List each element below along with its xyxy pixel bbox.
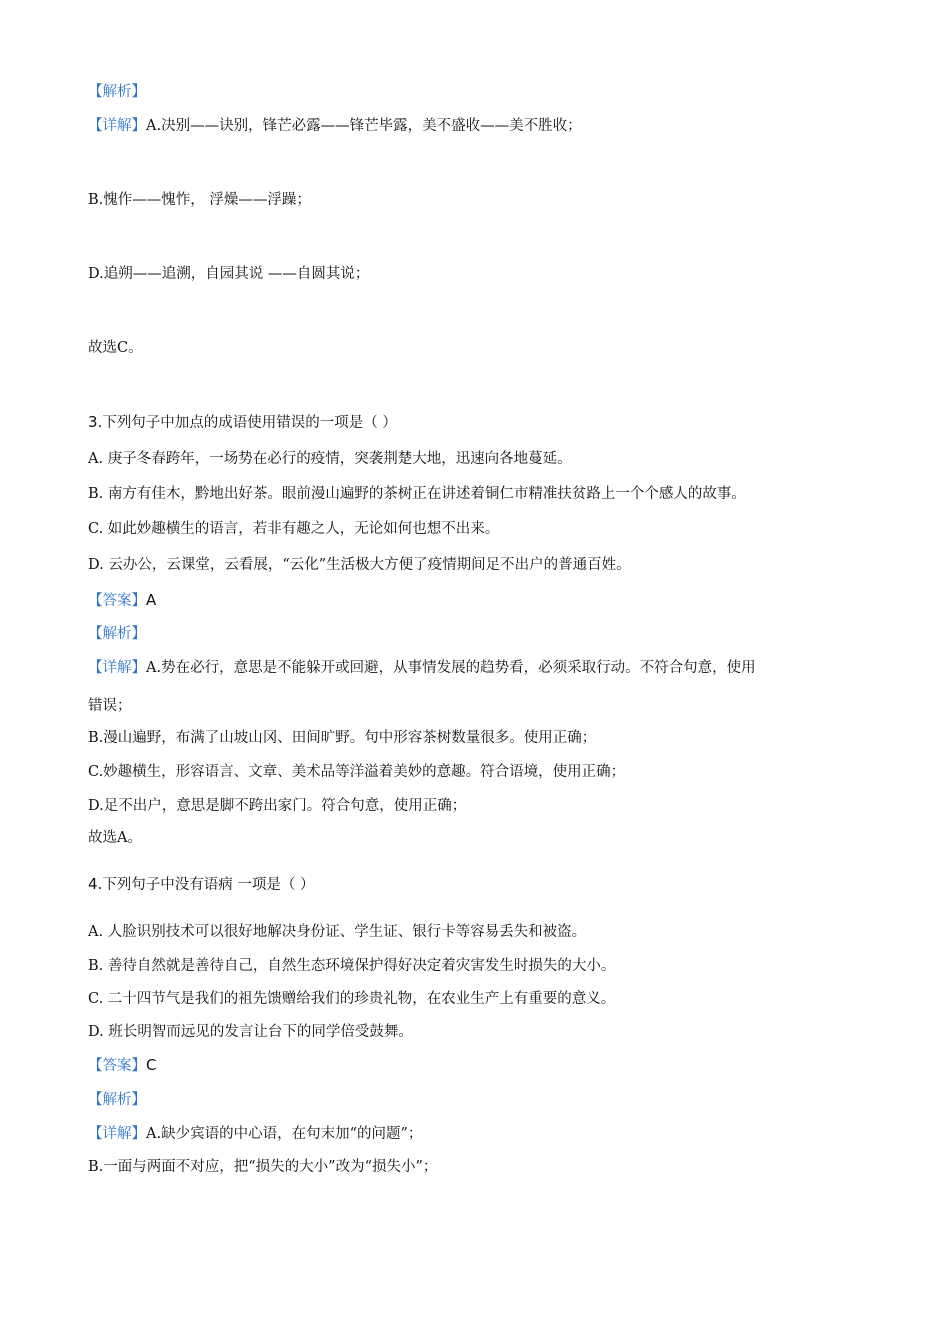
- conclusion: 故选A。: [88, 830, 142, 846]
- conclusion: 故选C。: [88, 340, 143, 356]
- detail-text: A.势在必行，意思是不能躲开或回避，从事情发展的趋势看，必须采取行动。不符合句意，使用: [146, 660, 756, 676]
- question-3-option-b: B. 南方有佳木，黔地出好茶。眼前漫山遍野的茶树正在讲述着铜仁市精准扶贫路上一个个感人的故事。: [88, 486, 746, 502]
- answer-value: A: [146, 591, 157, 609]
- detail-label: 【详解】: [88, 1126, 146, 1142]
- analysis-label: 【解析】: [88, 84, 146, 100]
- analysis-label: 【解析】: [88, 626, 146, 642]
- question-text: 下列句子中没有语病 一项是（ ）: [102, 877, 315, 893]
- detail-line: [88, 116, 582, 136]
- answer-label: 【答案】: [88, 593, 146, 609]
- detail-label: 【详解】: [88, 118, 146, 134]
- answer-label: 【答案】: [88, 1058, 146, 1074]
- analysis-label: 【解析】: [88, 1092, 146, 1108]
- answer-value: C: [146, 1056, 157, 1074]
- detail-line: B.漫山遍野，布满了山坡山冈、田间旷野。句中形容茶树数量很多。使用正确；: [88, 730, 597, 746]
- detail-text: A.缺少宾语的中心语，在句末加“的问题”；: [146, 1126, 423, 1142]
- question-text: 下列句子中加点的成语使用错误的一项是（ ）: [102, 415, 397, 431]
- question-4-option-c: C. 二十四节气是我们的祖先馈赠给我们的珍贵礼物，在农业生产上有重要的意义。: [88, 991, 616, 1007]
- detail-line: C.妙趣横生，形容语言、文章、美术品等洋溢着美妙的意趣。符合语境，使用正确；: [88, 764, 626, 780]
- detail-label: 【详解】: [88, 660, 146, 676]
- detail-text: A.决别——诀别，锋芒必露——锋芒毕露，美不盛收——美不胜收；: [146, 118, 582, 134]
- question-number: 4.: [88, 875, 103, 893]
- detail-line: D.足不出户，意思是脚不跨出家门。符合句意，使用正确；: [88, 798, 467, 814]
- question-3-option-c: C. 如此妙趣横生的语言，若非有趣之人，无论如何也想不出来。: [88, 521, 500, 537]
- question-3-stem: [88, 412, 397, 433]
- detail-line: B.愧作——愧怍， 浮燥——浮躁；: [88, 192, 311, 208]
- question-4-option-d: D. 班长明智而远见的发言让台下的同学倍受鼓舞。: [88, 1024, 413, 1040]
- question-4-option-b: B. 善待自然就是善待自己，自然生态环境保护得好决定着灾害发生时损失的大小。: [88, 958, 616, 974]
- question-3-option-a: A. 庚子冬春跨年，一场势在必行的疫情，突袭荆楚大地，迅速向各地蔓延。: [88, 451, 572, 467]
- detail-line: D.追朔——追溯，自园其说 ——自圆其说；: [88, 266, 370, 282]
- question-4-option-a: A. 人脸识别技术可以很好地解决身份证、学生证、银行卡等容易丢失和被盗。: [88, 924, 587, 940]
- question-4-stem: [88, 874, 315, 895]
- detail-line: [88, 658, 756, 678]
- question-number: 3.: [88, 413, 103, 431]
- detail-line: [88, 1124, 422, 1144]
- question-3-option-d: D. 云办公，云课堂，云看展，“云化”生活极大方便了疫情期间足不出户的普通百姓。: [88, 557, 631, 573]
- detail-line: 错误；: [88, 698, 132, 714]
- question-4-answer: [88, 1055, 156, 1076]
- question-3-answer: [88, 590, 156, 611]
- detail-line: B.一面与两面不对应，把“损失的大小”改为“损失小”；: [88, 1159, 438, 1175]
